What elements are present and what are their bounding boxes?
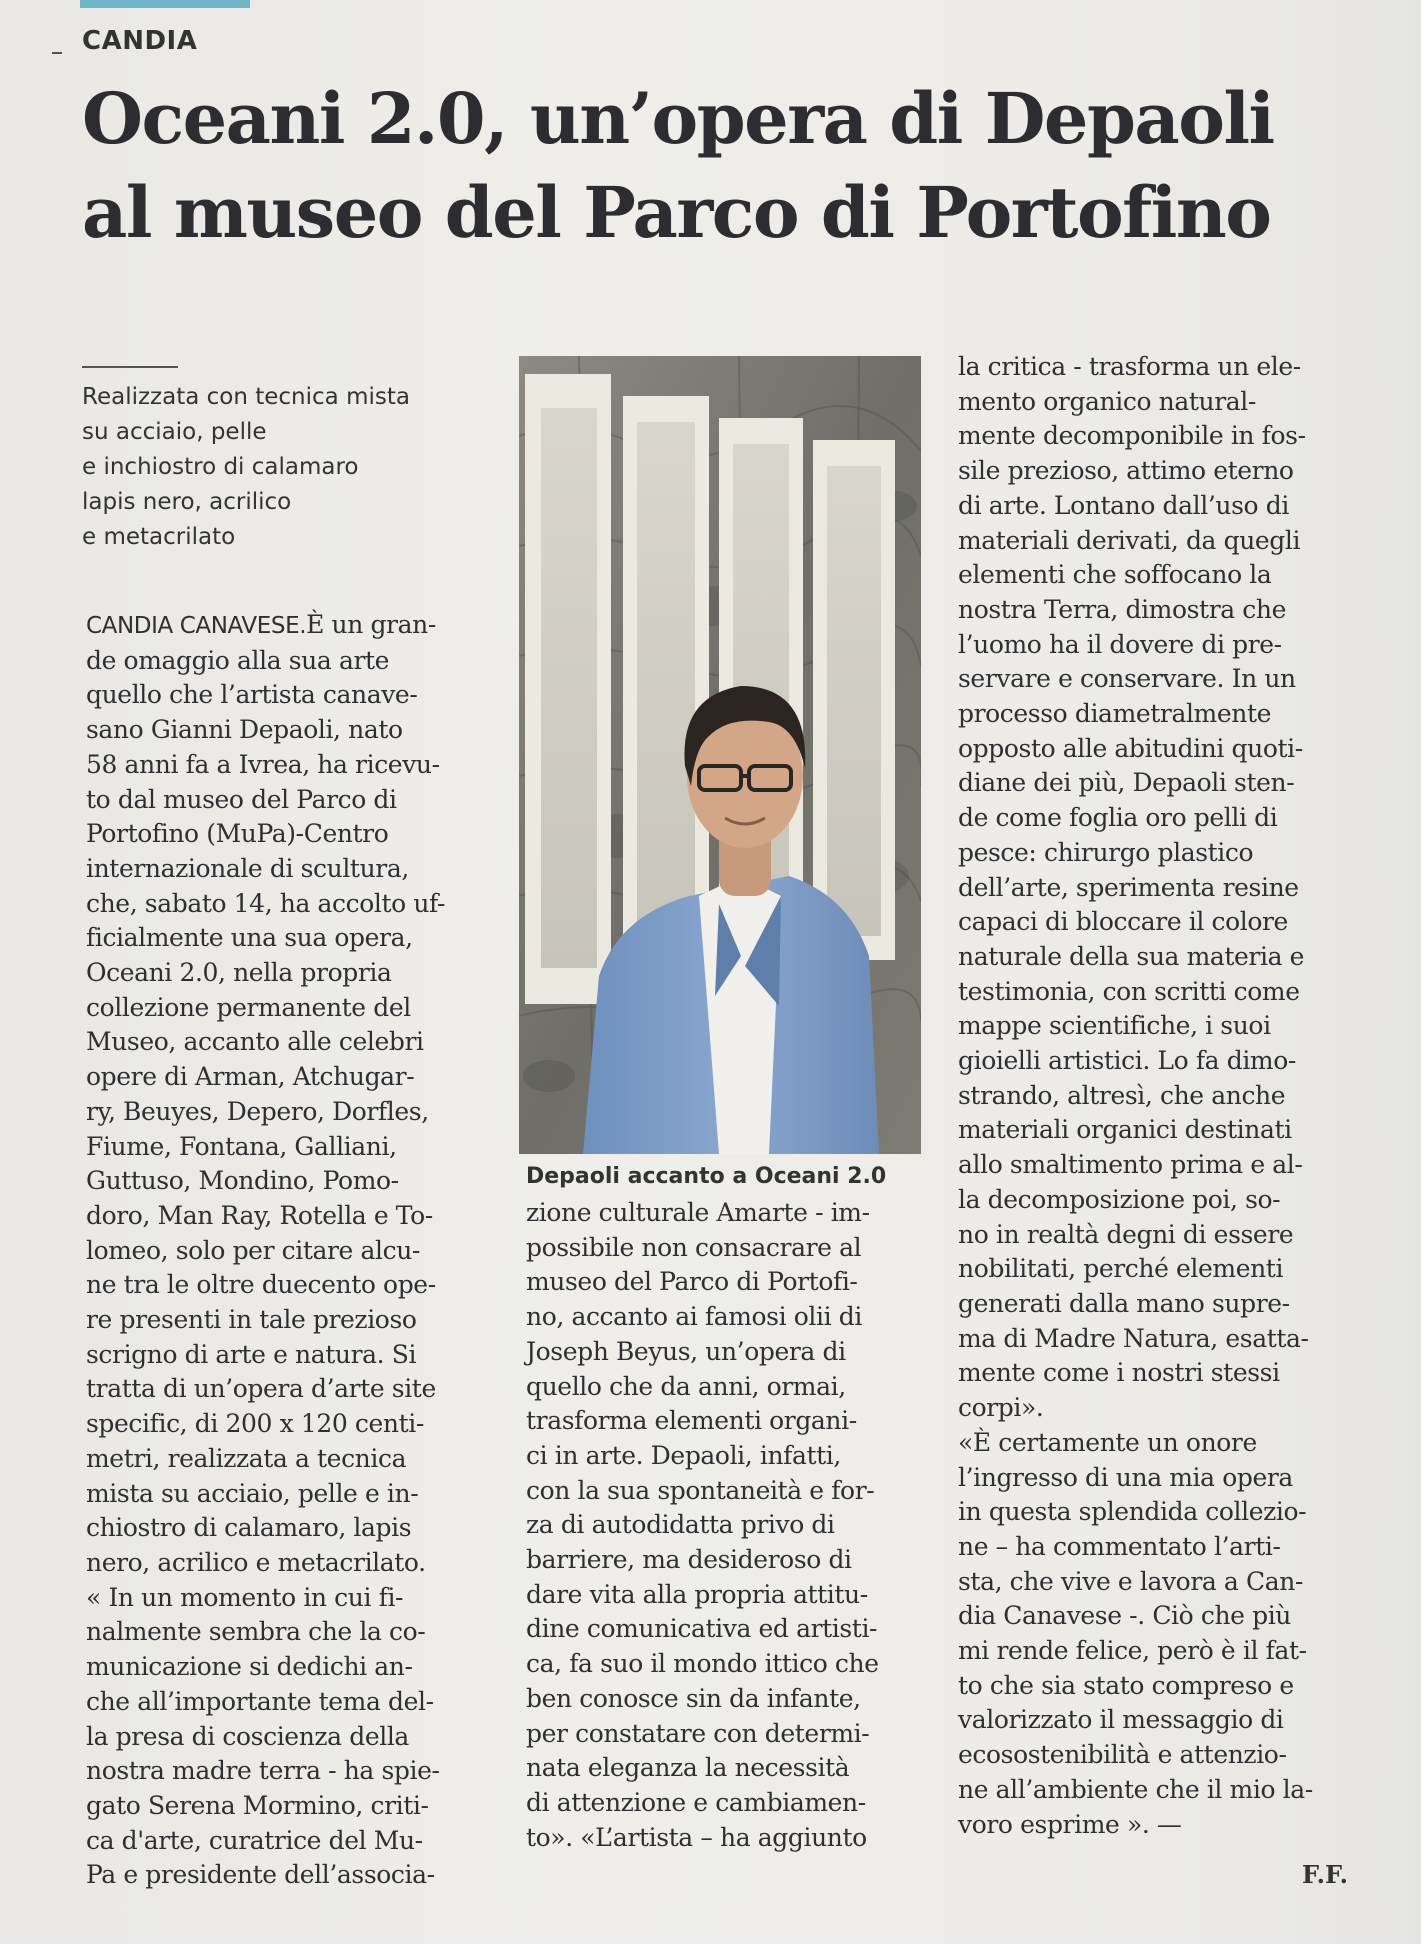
column-3-line: la critica - trasforma un ele- — [958, 352, 1301, 381]
headline-line-2: al museo del Parco di Portofino — [82, 171, 1271, 254]
column-1-line: Museo, accanto alle celebri — [86, 1027, 424, 1057]
photo-caption: Depaoli accanto a Oceani 2.0 — [526, 1164, 887, 1189]
column-2-line: ci in arte. Depaoli, infatti, — [526, 1440, 841, 1470]
column-1-line: internazionale di scultura, — [86, 853, 409, 883]
column-2-line: dare vita alla propria attitu- — [526, 1579, 868, 1609]
column-2-line: ca, fa suo il mondo ittico che — [526, 1649, 879, 1679]
section-label: CANDIA — [82, 26, 198, 56]
column-3-line: naturale della sua materia e — [958, 941, 1305, 971]
column-3-line: gioielli artistici. Lo fa dimo- — [958, 1046, 1296, 1076]
column-1-line: la presa di coscienza della — [86, 1721, 409, 1751]
column-3-line: allo smaltimento prima e al- — [958, 1150, 1303, 1180]
column-3-line: capaci di bloccare il colore — [958, 907, 1288, 937]
column-2-line: zione culturale Amarte - im- — [526, 1198, 870, 1227]
subhead-line: su acciaio, pelle — [82, 419, 267, 445]
author-initials: F.F. — [1302, 1860, 1348, 1889]
column-1-line: sano Gianni Depaoli, nato — [86, 715, 403, 745]
column-3-line: ma di Madre Natura, esatta- — [958, 1323, 1309, 1353]
column-1-line: opere di Arman, Atchugar- — [86, 1062, 415, 1092]
column-1-line: Fiume, Fontana, Galliani, — [86, 1131, 397, 1161]
column-3-line: nobilitati, perché elementi — [958, 1254, 1284, 1284]
column-1-line-0-text: È un gran- — [306, 610, 436, 639]
column-3-line: testimonia, con scritti come — [958, 976, 1300, 1006]
column-2-line: dine comunicativa ed artisti- — [526, 1614, 878, 1644]
column-3-line: voro esprime ». — — [958, 1809, 1182, 1839]
column-3-line: l’uomo ha il dovere di pre- — [958, 629, 1282, 659]
column-1-line: de omaggio alla sua arte — [86, 645, 390, 675]
column-1-line: Oceani 2.0, nella propria — [86, 958, 392, 988]
column-2-line: to». «L’artista – ha aggiunto — [526, 1822, 867, 1852]
column-2-line: ben conosce sin da infante, — [526, 1683, 861, 1713]
column-3-line: la decomposizione poi, so- — [958, 1184, 1281, 1214]
column-2-line: Joseph Beyus, un’opera di — [526, 1336, 846, 1366]
column-3-line: corpi». — [958, 1393, 1044, 1423]
column-1-line: scrigno di arte e natura. Si — [86, 1339, 417, 1369]
column-2-line: quello che da anni, ormai, — [526, 1371, 846, 1401]
column-2-line: museo del Parco di Portofi- — [526, 1267, 858, 1297]
article-column-1 — [86, 608, 496, 1893]
column-3-line: strando, altresì, che anche — [958, 1080, 1286, 1110]
column-1-line: to dal museo del Parco di — [86, 784, 397, 814]
column-3-line: ne – ha commentato l’arti- — [958, 1531, 1281, 1561]
column-3-line: mi rende felice, però è il fat- — [958, 1636, 1307, 1666]
column-3-line: sile prezioso, attimo eterno — [958, 456, 1294, 486]
column-2-line: barriere, ma desideroso di — [526, 1545, 852, 1575]
article-column-3 — [958, 350, 1368, 1842]
column-3-line: de come foglia oro pelli di — [958, 803, 1278, 833]
column-3-line: «È certamente un onore — [958, 1427, 1257, 1457]
column-3-line: elementi che soffocano la — [958, 560, 1272, 590]
column-1-line: gato Serena Mormino, criti- — [86, 1790, 429, 1820]
column-2-line: con la sua spontaneità e for- — [526, 1475, 875, 1505]
column-1-line: mista su acciaio, pelle e in- — [86, 1478, 419, 1508]
column-1-line: Pa e presidente dell’associa- — [86, 1860, 435, 1890]
article-photo — [519, 356, 921, 1154]
column-3-line: mente decomponibile in fos- — [958, 421, 1306, 451]
column-1-line: ry, Beuyes, Depero, Dorfles, — [86, 1096, 429, 1126]
column-2-line: za di autodidatta privo di — [526, 1510, 835, 1540]
column-2-line: no, accanto ai famosi olii di — [526, 1302, 862, 1332]
column-1-line: lomeo, solo per citare alcu- — [86, 1235, 420, 1265]
column-1-line: tratta di un’opera d’arte site — [86, 1374, 436, 1404]
column-3-line: ecosostenibilità e attenzio- — [958, 1740, 1287, 1770]
column-1-line: che all’importante tema del- — [86, 1686, 434, 1716]
column-3-line: valorizzato il messaggio di — [958, 1705, 1284, 1735]
column-3-line: ne all’ambiente che il mio la- — [958, 1774, 1313, 1804]
column-3-line: processo diametralmente — [958, 699, 1272, 729]
section-color-strip — [80, 0, 250, 8]
column-2-line: di attenzione e cambiamen- — [526, 1787, 866, 1817]
column-3-line: di arte. Lontano dall’uso di — [958, 490, 1289, 520]
column-1-line: quello che l’artista canave- — [86, 680, 418, 710]
column-1-line: nero, acrilico e metacrilato. — [86, 1547, 426, 1577]
subhead-line: e metacrilato — [82, 524, 236, 550]
section-dash — [52, 52, 62, 54]
column-3-line: mente come i nostri stessi — [958, 1358, 1280, 1388]
column-1-line: specific, di 200 x 120 centi- — [86, 1409, 424, 1439]
column-1-line: Guttuso, Mondino, Pomo- — [86, 1166, 399, 1196]
column-3-line: mento organico natural- — [958, 386, 1256, 416]
column-3-line: servare e conservare. In un — [958, 664, 1296, 694]
column-3-line: materiali derivati, da quegli — [958, 525, 1301, 555]
column-1-line: chiostro di calamaro, lapis — [86, 1513, 412, 1543]
article-column-2 — [526, 1196, 926, 1855]
column-1-line: 58 anni fa a Ivrea, ha ricevu- — [86, 749, 440, 779]
column-2-line: trasforma elementi organi- — [526, 1406, 857, 1436]
column-3-line: opposto alle abitudini quoti- — [958, 733, 1303, 763]
column-1-line: metri, realizzata a tecnica — [86, 1443, 407, 1473]
column-1-line: nalmente sembra che la co- — [86, 1617, 426, 1647]
column-2-line: per constatare con determi- — [526, 1718, 870, 1748]
column-3-line: dia Canavese -. Ciò che più — [958, 1601, 1291, 1631]
subhead-rule — [82, 366, 178, 368]
column-1-line: doro, Man Ray, Rotella e To- — [86, 1200, 433, 1230]
column-2-line: possibile non consacrare al — [526, 1232, 862, 1262]
column-3-line: l’ingresso di una mia opera — [958, 1462, 1293, 1492]
column-3-line: no in realtà degni di essere — [958, 1219, 1294, 1249]
column-3-line: mappe scientifiche, i suoi — [958, 1011, 1271, 1041]
column-1-line: ficialmente una sua opera, — [86, 923, 413, 953]
column-3-line: generati dalla mano supre- — [958, 1288, 1290, 1318]
subhead-line: lapis nero, acrilico — [82, 489, 292, 515]
column-1-line: Portofino (MuPa)-Centro — [86, 819, 389, 849]
column-3-line: to che sia stato compreso e — [958, 1670, 1294, 1700]
column-1-line: ne tra le oltre duecento ope- — [86, 1270, 436, 1300]
subhead-line: e inchiostro di calamaro — [82, 454, 359, 480]
column-1-line: « In un momento in cui fi- — [86, 1582, 404, 1612]
subhead — [82, 380, 482, 555]
headline-line-1: Oceani 2.0, un’opera di Depaoli — [82, 77, 1274, 160]
column-3-line: nostra Terra, dimostra che — [958, 594, 1286, 624]
column-1-line: che, sabato 14, ha accolto uf- — [86, 888, 446, 918]
column-3-line: in questa splendida collezio- — [958, 1497, 1307, 1527]
column-3-line: diane dei più, Depaoli sten- — [958, 768, 1295, 798]
column-1-line-0 — [86, 608, 496, 644]
column-3-line: sta, che vive e lavora a Can- — [958, 1566, 1303, 1596]
column-1-line: ca d'arte, curatrice del Mu- — [86, 1825, 423, 1855]
photo-depaoli-with-artwork — [519, 356, 921, 1154]
column-1-line: municazione si dedichi an- — [86, 1652, 413, 1682]
column-1-line: nostra madre terra - ha spie- — [86, 1756, 440, 1786]
subhead-line: Realizzata con tecnica mista — [82, 384, 410, 410]
column-3-line: materiali organici destinati — [958, 1115, 1292, 1145]
column-1-line: collezione permanente del — [86, 992, 411, 1022]
column-3-line: pesce: chirurgo plastico — [958, 837, 1254, 867]
headline — [82, 72, 1392, 260]
dateline: CANDIA CANAVESE. — [86, 613, 307, 639]
column-2-line: nata eleganza la necessità — [526, 1753, 850, 1783]
column-3-line: dell’arte, sperimenta resine — [958, 872, 1299, 902]
column-1-line: re presenti in tale prezioso — [86, 1305, 417, 1335]
